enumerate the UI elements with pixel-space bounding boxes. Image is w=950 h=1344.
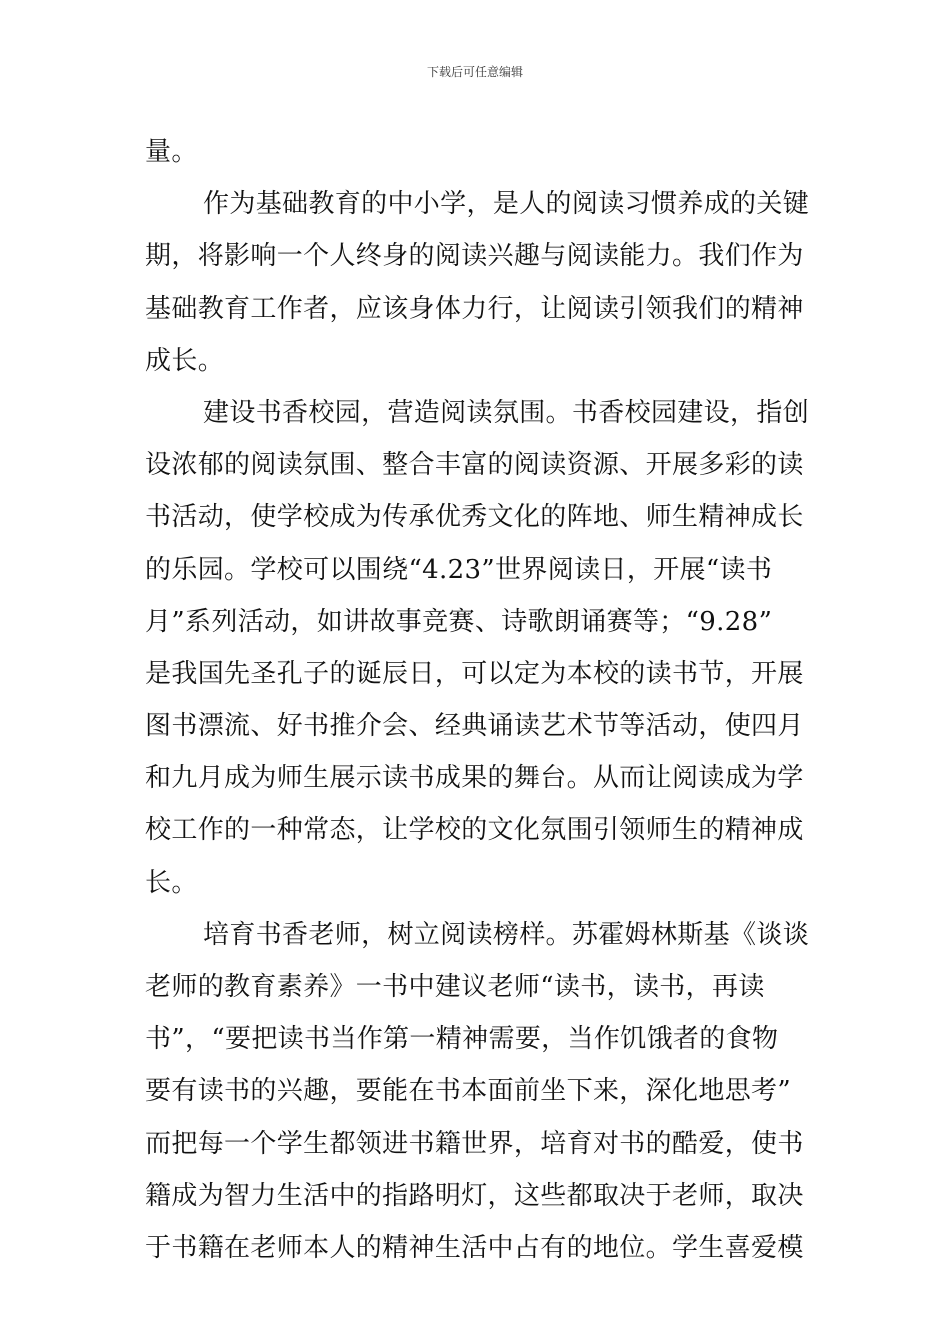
text-line: 是我国先圣孔子的诞辰日，可以定为本校的读书节，开展 bbox=[145, 658, 804, 689]
text-line: 长。 bbox=[145, 867, 198, 898]
text-line: 期，将影响一个人终身的阅读兴趣与阅读能力。我们作为 bbox=[145, 241, 804, 272]
paragraph-start-line: 作为基础教育的中小学，是人的阅读习惯养成的关键 bbox=[203, 189, 810, 220]
text-line: 成长。 bbox=[145, 345, 225, 376]
text-line: 月”系列活动，如讲故事竞赛、诗歌朗诵赛等；“9.28” bbox=[145, 606, 773, 637]
text-line: 设浓郁的阅读氛围、整合丰富的阅读资源、开展多彩的读 bbox=[145, 450, 804, 481]
text-line-1: 量。 bbox=[145, 137, 198, 167]
text-line: 籍成为智力生活中的指路明灯，这些都取决于老师，取决 bbox=[145, 1180, 804, 1211]
page-header: 下载后可任意编辑 bbox=[426, 65, 523, 79]
text-line: 和九月成为师生展示读书成果的舞台。从而让阅读成为学 bbox=[145, 763, 804, 794]
text-line: 而把每一个学生都领进书籍世界，培育对书的酷爱，使书 bbox=[145, 1128, 804, 1159]
text-line: 老师的教育素养》一书中建议老师“读书，读书，再读 bbox=[145, 972, 765, 1002]
text-line: 书”，“要把读书当作第一精神需要，当作饥饿者的食物 bbox=[145, 1024, 779, 1055]
text-line: 于书籍在老师本人的精神生活中占有的地位。学生喜爱模 bbox=[145, 1232, 804, 1263]
text-line: 基础教育工作者，应该身体力行，让阅读引领我们的精神 bbox=[145, 293, 804, 324]
document-body bbox=[145, 126, 810, 1274]
paragraph-start-line: 培育书香老师，树立阅读榜样。苏霍姆林斯基《谈谈 bbox=[203, 919, 810, 950]
text-line: 图书漂流、好书推介会、经典诵读艺术节等活动，使四月 bbox=[145, 711, 804, 742]
text-line: 要有读书的兴趣，要能在书本面前坐下来，深化地思考” bbox=[145, 1076, 792, 1107]
paragraph-start-line: 建设书香校园，营造阅读氛围。书香校园建设，指创 bbox=[203, 397, 810, 428]
text-line: 书活动，使学校成为传承优秀文化的阵地、师生精神成长 bbox=[145, 502, 804, 533]
text-line: 校工作的一种常态，让学校的文化氛围引领师生的精神成 bbox=[145, 815, 804, 846]
text-line: 的乐园。学校可以围绕“4.23”世界阅读日，开展“读书 bbox=[145, 554, 773, 585]
